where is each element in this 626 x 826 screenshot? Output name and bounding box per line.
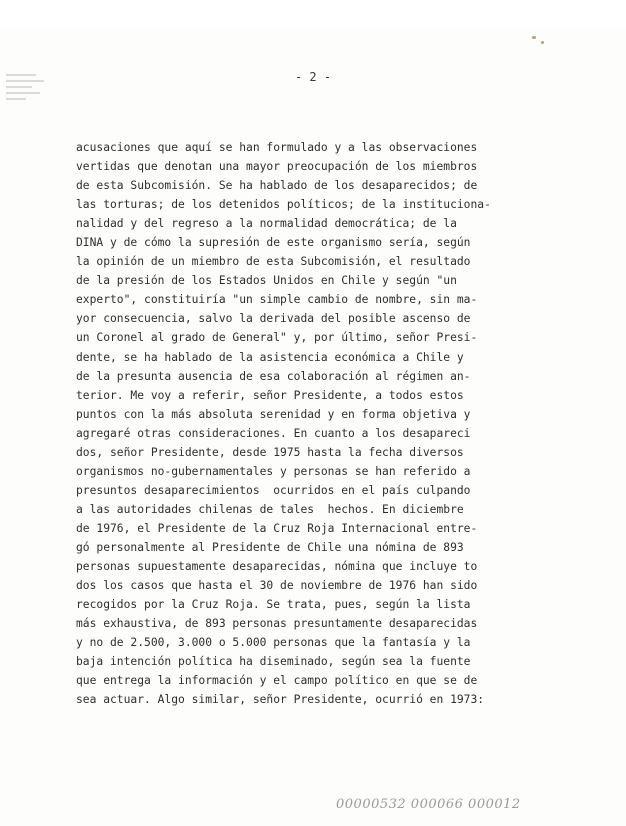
body-paragraph bbox=[76, 138, 526, 709]
text-line: gó personalmente al Presidente de Chile una nómina de 893 bbox=[76, 540, 464, 554]
text-line: de la presunta ausencia de esa colaboración al régimen an- bbox=[76, 369, 471, 383]
text-line: puntos con la más absoluta serenidad y en forma objetiva y bbox=[76, 407, 471, 421]
text-line: agregaré otras consideraciones. En cuanto a los desapareci bbox=[76, 426, 471, 440]
text-line: de esta Subcomisión. Se ha hablado de los desaparecidos; de bbox=[76, 179, 478, 193]
text-line: presuntos desaparecimientos ocurridos en el país culpando bbox=[76, 483, 471, 497]
text-line: a las autoridades chilenas de tales hechos. En diciembre bbox=[76, 502, 464, 516]
text-line: la opinión de un miembro de esta Subcomisión, el resultado bbox=[76, 255, 471, 269]
text-line: recogidos por la Cruz Roja. Se trata, pues, según la lista bbox=[76, 598, 471, 612]
text-line: de la presión de los Estados Unidos en Chile y según "un bbox=[76, 274, 457, 288]
archive-stamp-code: 00000532 000066 000012 bbox=[336, 797, 521, 812]
page-number: - 2 - bbox=[294, 70, 332, 84]
text-line: dos los casos que hasta el 30 de noviembre de 1976 han sido bbox=[76, 579, 478, 593]
text-line: un Coronel al grado de General" y, por último, señor Presi- bbox=[76, 331, 478, 345]
text-line: sea actuar. Algo similar, señor Presidente, ocurrió en 1973: bbox=[76, 693, 485, 707]
text-line: personas supuestamente desaparecidas, nómina que incluye to bbox=[76, 560, 478, 574]
text-line: de 1976, el Presidente de la Cruz Roja Internacional entre- bbox=[76, 521, 478, 535]
text-line: y no de 2.500, 3.000 o 5.000 personas que la fantasía y la bbox=[76, 636, 471, 650]
text-line: yor consecuencia, salvo la derivada del posible ascenso de bbox=[76, 312, 471, 326]
paper-speck bbox=[541, 41, 544, 44]
text-line: dente, se ha hablado de la asistencia económica a Chile y bbox=[76, 350, 464, 364]
page-top-margin bbox=[0, 0, 626, 28]
text-line: terior. Me voy a referir, señor Presidente, a todos estos bbox=[76, 388, 464, 402]
text-line: DINA y de cómo la supresión de este organismo sería, según bbox=[76, 236, 471, 250]
text-line: acusaciones que aquí se han formulado y a las observaciones bbox=[76, 141, 478, 154]
text-line: organismos no-gubernamentales y personas se han referido a bbox=[76, 464, 471, 478]
text-line: más exhaustiva, de 893 personas presuntamente desaparecidas bbox=[76, 617, 478, 631]
paper-speck bbox=[532, 36, 536, 39]
text-line: experto", constituiría "un simple cambio de nombre, sin ma- bbox=[76, 293, 478, 307]
text-line: las torturas; de los detenidos políticos; de la instituciona- bbox=[76, 198, 491, 212]
text-line: baja intención política ha diseminado, según sea la fuente bbox=[76, 655, 471, 669]
text-line: vertidas que denotan una mayor preocupación de los miembros bbox=[76, 160, 478, 174]
text-line: nalidad y del regreso a la normalidad democrática; de la bbox=[76, 217, 457, 231]
text-line: que entrega la información y el campo político en que se de bbox=[76, 674, 478, 688]
text-line: dos, señor Presidente, desde 1975 hasta la fecha diversos bbox=[76, 445, 464, 459]
